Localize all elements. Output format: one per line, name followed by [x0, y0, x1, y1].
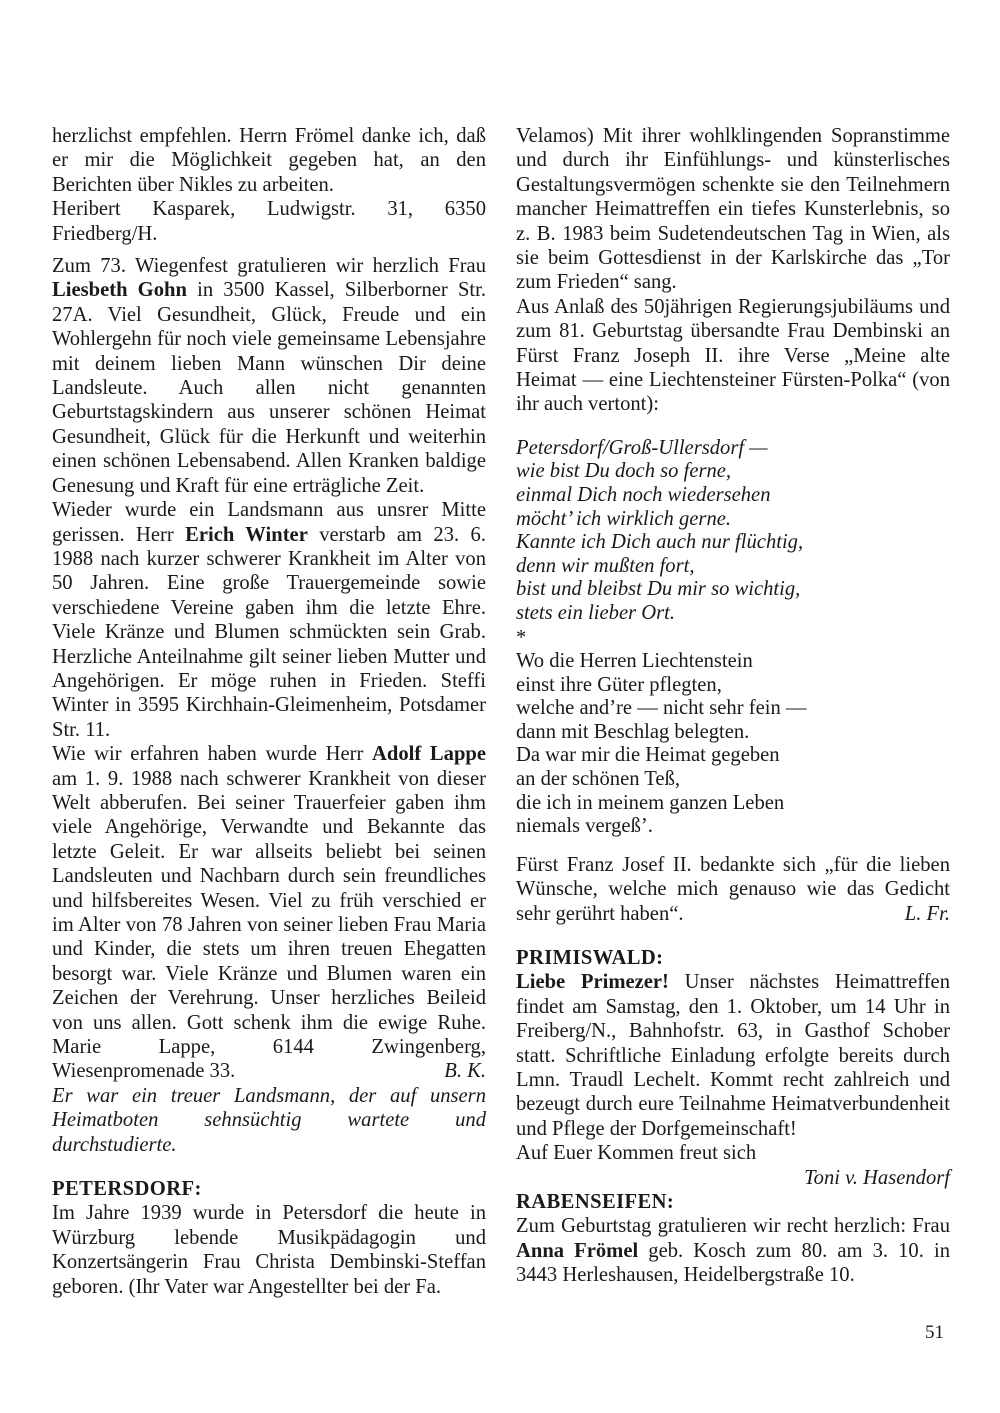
- signature-hasendorf: [516, 1166, 950, 1190]
- page-number: 51: [925, 1322, 944, 1343]
- poem-separator: *: [516, 626, 527, 649]
- text-segment: Unser nächstes Heimattreffen findet am Samstag, den 1. Oktober, um 14 Uhr in Freiberg/N., Bahnhofstr. 63, in Gasthof Schober statt. Schriftliche Einladung erfolgte bereits durch Lmn. Traudl Lechelt. Kommt recht zahlreich und bezeugt durch eure Teilnahme Heimatverbundenheit und Pflege der Dorfgemeinschaft!: [516, 971, 950, 1140]
- poem-line: einst ihre Güter pflegten,: [516, 673, 722, 696]
- poem-line: bist und bleibst Du mir so wichtig,: [516, 578, 801, 601]
- paragraph-primiswald: [516, 970, 950, 1141]
- person-name: Liesbeth Gohn: [52, 279, 187, 302]
- person-name: Anna Frömel: [516, 1239, 639, 1262]
- text-segment: verstarb am 23. 6. 1988 nach kurzer schwerer Krankheit im Alter von 50 Jahren. Eine große Trauergemeinde sowie verschiedene Vereine gaben ihm die letzte Ehre. Viele Kränze und Blumen schmückten sein Grab. Herzliche Anteilnahme gilt seiner lieben Mutter und Angehörigen. Er möge ruhen in Frieden. Steffi Winter in 3595 Kirchhain-Gleimenheim, Potsdamer Str. 11.: [52, 523, 486, 741]
- paragraph-jubilee: Aus Anlaß des 50jährigen Regierungsjubiläums und zum 81. Geburtstag übersandte Frau Dembinski an Fürst Franz Joseph II. ihre Verse „Meine alte Heimat — eine Liechtensteiner Fürsten-Polka“ (von ihr auch vertont):: [516, 295, 950, 416]
- poem-line: Da war mir die Heimat gegeben: [516, 744, 780, 767]
- poem-line: welche and’re — nicht sehr fein —: [516, 697, 807, 720]
- poem-line: wie bist Du doch so ferne,: [516, 460, 732, 483]
- text-segment: Wieder wurde ein Landsmann aus unsrer Mitte gerissen. Herr: [52, 499, 486, 546]
- greeting-text: Liebe Primezer!: [516, 971, 669, 994]
- text-segment: Fürst Franz Josef II. bedankte sich „für die lieben Wünsche, welche mich genauso wie das Gedicht sehr gerührt haben“.: [516, 853, 950, 925]
- poem-line: denn wir mußten fort,: [516, 554, 695, 577]
- text-segment: Wie wir erfahren haben wurde Herr: [52, 743, 373, 766]
- paragraph-obituary-winter: [52, 498, 486, 742]
- closing-text: Auf Euer Kommen freut sich: [516, 1142, 757, 1165]
- poem-stanza-2: [516, 650, 950, 839]
- text-segment: Zum Geburtstag gratulieren wir recht herzlich: Frau: [516, 1215, 950, 1238]
- text-segment: in 3500 Kassel, Silberborner Str. 27A. Viel Gesundheit, Glück, Freude und ein Wohlergehn für noch viele gemeinsame Lebensjahre mit deinem lieben Mann wünschen Dir deine Landsleute. Auch allen nicht genannten Geburtstagskindern aus unserer schönen Heimat Gesundheit, Glück für die Herkunft und weiterhin einen schönen Lebensabend. Allen Kranken baldige Genesung und Kraft für eine erträgliche Zeit.: [52, 279, 487, 497]
- poem-line: einmal Dich noch wiedersehen: [516, 484, 771, 507]
- text-segment: am 1. 9. 1988 nach schwerer Krankheit von dieser Welt abberufen. Bei seiner Trauerfeier gaben ihm viele Angehörige, Verwandte und Bekannte das letzte Geleit. Er war allseits beliebt bei seinen Landsleuten und Nachbarn durch sein freundliches und hilfsbereites Wesen. Viel zu früh verschied er im Alter von 78 Jahren von seiner lieben Frau Maria und Kinder, die stets um ihren treuen Ehegatten besorgt war. Viele Kränze und Blumen waren ein Zeichen der Verehrung. Unser herzliches Beileid von uns allen. Gott schenk ihm die ewige Ruhe. Marie Lappe, 6144 Zwingenberg, Wiesenpromenade 33.: [52, 767, 486, 1083]
- poem-line: möcht’ ich wirklich gerne.: [516, 507, 732, 530]
- right-column: [516, 124, 950, 1288]
- paragraph-italic-tribute: [52, 1084, 486, 1157]
- paragraph-intro: herzlichst empfehlen. Herrn Frömel danke ich, daß er mir die Möglichkeit gegeben hat, an den Berichten über Nikles zu arbeiten.: [52, 125, 486, 196]
- paragraph-signature-kasparek: Heribert Kasparek, Ludwigstr. 31, 6350 Friedberg/H.: [52, 198, 486, 245]
- signature-text: B. K.: [444, 1060, 486, 1083]
- section-heading-primiswald: PRIMISWALD:: [516, 947, 664, 970]
- paragraph-closing: [516, 1141, 950, 1165]
- poem-line: Wo die Herren Liechtenstein: [516, 650, 753, 673]
- paragraph-velamos: Velamos) Mit ihrer wohlklingenden Sopranstimme und durch ihr Einfühlungs- und künsterlisches Gestaltungsvermögen schenkte sie den Teilnehmern mancher Heimattreffen ein tiefes Kunsterlebnis, so z. B. 1983 beim Sudetendeutschen Tag in Wien, als sie beim Gottesdienst in der Karlskirche das „Tor zum Frieden“ sang.: [516, 125, 950, 294]
- section-heading-petersdorf: PETERSDORF:: [52, 1178, 202, 1201]
- text-segment: Zum 73. Wiegenfest gratulieren wir herzlich Frau: [52, 255, 486, 278]
- person-name: Erich Winter: [185, 523, 308, 546]
- left-column: [52, 124, 486, 1299]
- poem-stanza-1: [516, 437, 950, 626]
- poem-line: stets ein lieber Ort.: [516, 602, 676, 625]
- section-heading-rabenseifen: RABENSEIFEN:: [516, 1191, 675, 1214]
- poem-line: Petersdorf/Groß-Ullersdorf —: [516, 436, 768, 459]
- signature-text: L. Fr.: [904, 902, 950, 925]
- paragraph-rabenseifen: [516, 1214, 950, 1287]
- paragraph-obituary-lappe: [52, 742, 486, 1084]
- poem-line: die ich in meinem ganzen Leben: [516, 791, 785, 814]
- person-name: Adolf Lappe: [372, 743, 486, 766]
- poem-line: niemals vergeß’.: [516, 815, 653, 838]
- paragraph-birthday-gohn: [52, 254, 486, 498]
- paragraph-petersdorf: Im Jahre 1939 wurde in Petersdorf die heute in Würzburg lebende Musikpädagogin und Konzertsängerin Frau Christa Dembinski-Steffan geboren. (Ihr Vater war Angestellter bei der Fa.: [52, 1202, 486, 1298]
- italic-text: Er war ein treuer Landsmann, der auf unsern Heimatboten sehnsüchtig wartete und durchstudierte.: [52, 1084, 486, 1156]
- text-segment: geb. Kosch zum 80. am 3. 10. in 3443 Herleshausen, Heidelbergstraße 10.: [516, 1239, 950, 1287]
- poem-line: Kannte ich Dich auch nur flüchtig,: [516, 531, 804, 554]
- signature-text: Toni v. Hasendorf: [804, 1166, 950, 1189]
- poem-line: dann mit Beschlag belegten.: [516, 720, 750, 743]
- poem-line: an der schönen Teß,: [516, 768, 681, 790]
